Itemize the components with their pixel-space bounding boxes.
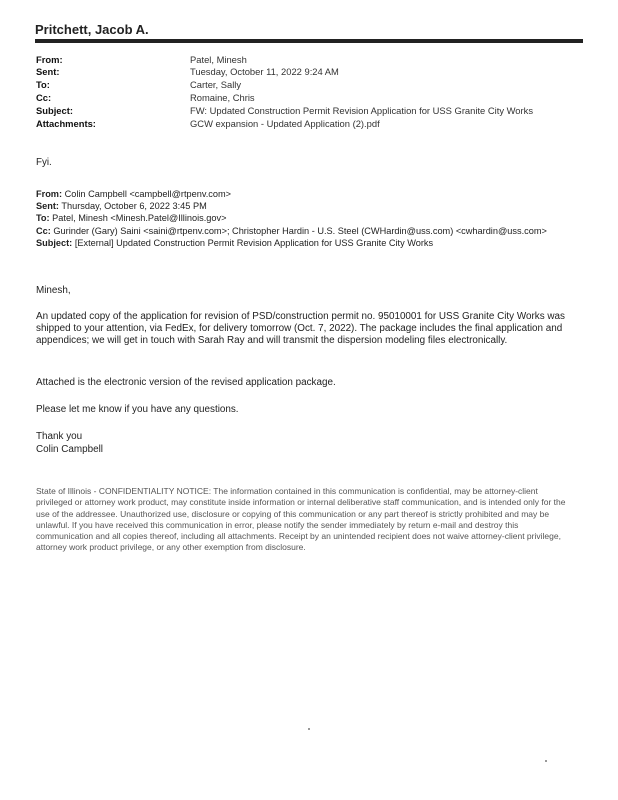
header-to-value: Carter, Sally bbox=[190, 79, 242, 90]
header-attachments-value[interactable]: GCW expansion - Updated Application (2).pdf bbox=[190, 118, 380, 129]
forwarded-to-value: Patel, Minesh <Minesh.Patel@Illinois.gov> bbox=[52, 213, 227, 224]
header-to-label: To: bbox=[36, 79, 50, 90]
greeting: Minesh, bbox=[36, 285, 71, 296]
forwarded-sent-row bbox=[36, 200, 576, 212]
forwarded-to-label: To: bbox=[36, 213, 50, 224]
header-cc-label: Cc: bbox=[36, 92, 52, 103]
closing-text: Thank you bbox=[36, 431, 83, 442]
forwarded-sent-value: Thursday, October 6, 2022 3:45 PM bbox=[61, 201, 207, 212]
header-divider bbox=[35, 39, 583, 43]
forwarded-subject-label: Subject: bbox=[36, 237, 73, 248]
forwarded-cc-label: Cc: bbox=[36, 225, 51, 236]
body-paragraph-2: Attached is the electronic version of the revised application package. bbox=[36, 377, 336, 388]
forwarded-from-value: Colin Campbell <campbell@rtpenv.com> bbox=[64, 189, 232, 199]
forwarded-cc-value: Gurinder (Gary) Saini <saini@rtpenv.com>; Christopher Hardin - U.S. Steel (CWHardin@uss.com) <cwhardin@uss.com> bbox=[53, 225, 547, 236]
header-subject-value: FW: Updated Construction Permit Revision Application for USS Granite City Works bbox=[190, 105, 534, 116]
header-from-value: Patel, Minesh bbox=[190, 54, 247, 65]
header-sent-label: Sent: bbox=[36, 66, 60, 77]
forwarded-header bbox=[36, 188, 576, 249]
body-paragraph-3: Please let me know if you have any questions. bbox=[36, 404, 239, 415]
header-cc-value: Romaine, Chris bbox=[190, 92, 255, 103]
fyi-text: Fyi. bbox=[36, 157, 52, 168]
forwarded-cc-row bbox=[36, 225, 576, 237]
document-owner-name: Pritchett, Jacob A. bbox=[35, 22, 149, 37]
scan-speck bbox=[545, 760, 547, 762]
header-attachments-label: Attachments: bbox=[36, 118, 96, 129]
forwarded-from-row bbox=[36, 188, 576, 200]
header-subject-label: Subject: bbox=[36, 105, 73, 116]
header-sent-value: Tuesday, October 11, 2022 9:24 AM bbox=[190, 66, 339, 77]
scan-speck bbox=[308, 728, 310, 730]
signature-name: Colin Campbell bbox=[36, 444, 103, 455]
forwarded-sent-label: Sent: bbox=[36, 201, 59, 212]
forwarded-subject-value: [External] Updated Construction Permit Revision Application for USS Granite City Works bbox=[74, 237, 434, 248]
confidentiality-notice: State of Illinois - CONFIDENTIALITY NOTICE: The information contained in this communication is confidential, may be attorney-client privileged or attorney work product, may constitute inside information or internal deliberative staff communication, and is intended only for the use of the addressee. Unauthorized use, disclosure or copying of this communication or any part thereof is strictly prohibited and may be unlawful. If you have received this communication in error, please notify the sender immediately by return e-mail and destroy this communication and all copies thereof, including all attachments. Receipt by an unintended recipient does not waive attorney-client privilege, attorney work product privilege, or any other exemption from disclosure. bbox=[36, 486, 566, 553]
forwarded-to-row bbox=[36, 212, 576, 224]
body-paragraph-1: An updated copy of the application for revision of PSD/construction permit no. 95010001 for USS Granite City Works was shipped to your attention, via FedEx, for delivery tomorrow (Oct. 7, 2022). The package includes the final application and appendices; we will get in touch with Sarah Ray and will transmit the dispersion modeling files electronically. bbox=[36, 311, 565, 347]
header-from-label: From: bbox=[36, 54, 63, 65]
forwarded-subject-row bbox=[36, 237, 576, 249]
forwarded-from-label: From: bbox=[36, 189, 63, 199]
